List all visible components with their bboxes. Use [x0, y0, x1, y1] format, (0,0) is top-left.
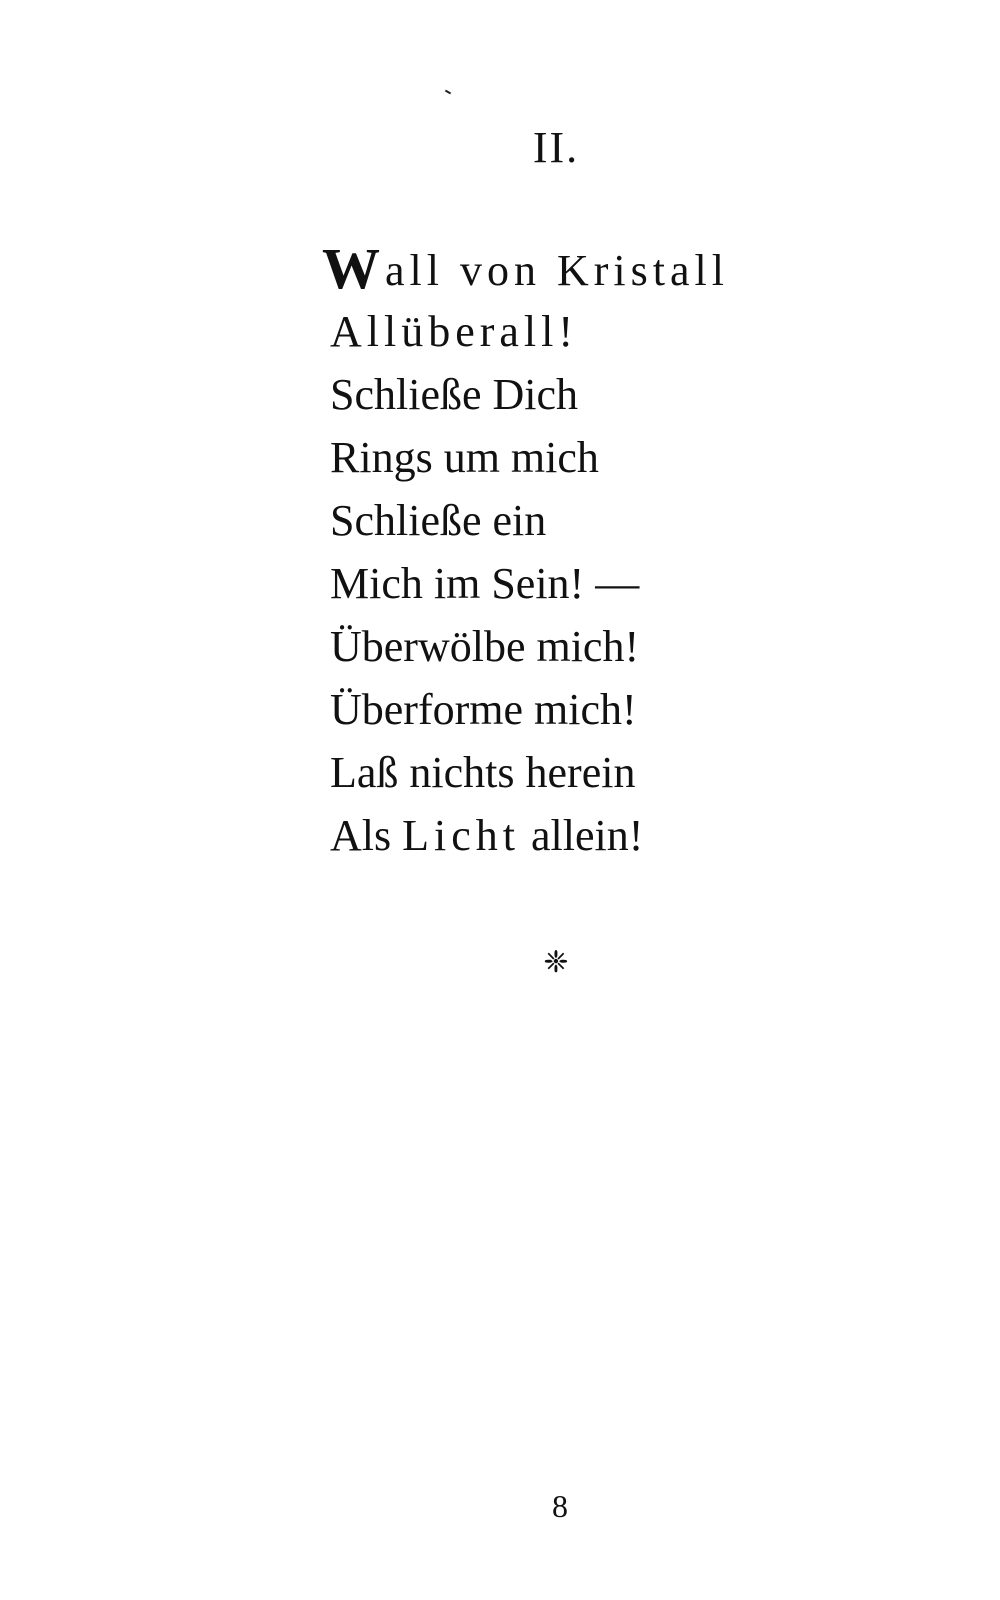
poem-line-5: Schließe ein: [330, 496, 547, 545]
drop-initial: W: [322, 236, 385, 301]
poem-line-6: Mich im Sein! —: [330, 559, 640, 608]
poem: [322, 236, 850, 867]
poem-line-3: Schließe Dich: [330, 370, 579, 419]
poem-line-2: Allüberall!: [330, 307, 579, 356]
poem-line-1: [322, 237, 850, 300]
poem-line-7: Überwölbe mich!: [330, 622, 640, 671]
poem-line-8: Überforme mich!: [330, 685, 637, 734]
poem-line-4: Rings um mich: [330, 433, 599, 482]
poem-line-1-rest: all von Kristall: [385, 246, 729, 295]
ornament-icon: ❈: [543, 946, 569, 979]
page-number: 8: [552, 1488, 568, 1524]
print-speck: [445, 90, 451, 95]
poem-line-9: Laß nichts herein: [330, 748, 636, 797]
emphasized-word: Licht: [402, 811, 520, 860]
poem-line-10-end: allein!: [530, 811, 644, 860]
poem-line-10: [330, 804, 850, 867]
poem-line-10-start: Als: [330, 811, 392, 860]
section-number: II.: [532, 123, 580, 172]
